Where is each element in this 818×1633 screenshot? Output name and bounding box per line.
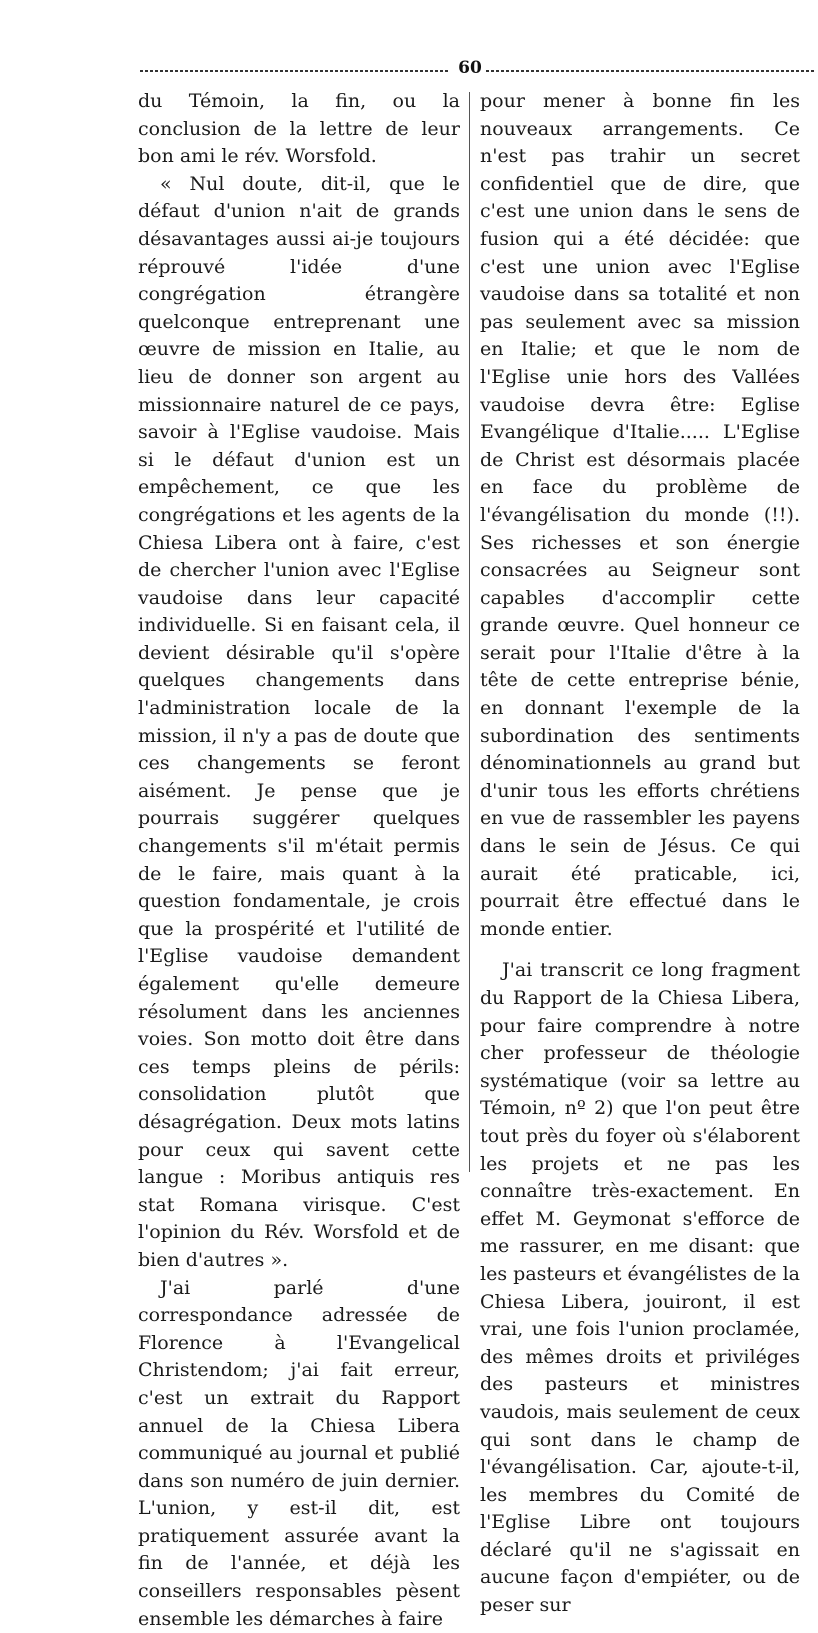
- header-rule-right: [486, 70, 816, 72]
- right-paragraph-1: pour mener à bonne fin les nouveaux arrangements. Ce n'est pas trahir un secret confidentiel que de dire, que c'est une union dans le sens de fusion qui a été décidée: que c'est une union avec l'Eglise vaudoise dans sa totalité et non pas seulement avec sa mission en Italie; et que le nom de l'Eglise unie hors des Vallées vaudoise devra être: Eglise Evangélique d'Italie..... L'Eglise de Christ est désormais placée en face du problème de l'évangélisation du monde (!!). Ses richesses et son énergie consacrées au Seigneur sont capables d'accomplir cette grande œuvre. Quel honneur ce serait pour l'Italie d'être à la tête de cette entreprise bénie, en donnant l'exemple de la subordination des sentiments dénominationnels au grand but d'unir tous les efforts chrétiens en vue de rassembler les payens dans le sein de Jésus. Ce qui aurait été praticable, ici, pourrait être effectué dans le monde entier.: [480, 90, 800, 940]
- left-paragraph-2: « Nul doute, dit-il, que le défaut d'union n'ait de grands désavantages aussi ai-je toujours réprouvé l'idée d'une congrégation étrangère quelconque entreprenant une œuvre de mission en Italie, au lieu de donner son argent au missionnaire naturel de ce pays, savoir à l'Eglise vaudoise. Mais si le défaut d'union est un empêchement, ce que les congrégations et les agents de la Chiesa Libera ont à faire, c'est de chercher l'union avec l'Eglise vaudoise dans leur capacité individuelle. Si en faisant cela, il devient désirable qu'il s'opère quelques changements dans l'administration locale de la mission, il n'y a pas de doute que ces changements se feront aisément. Je pense que je pourrais suggérer quelques changements s'il m'était permis de le faire, mais quant à la question fondamentale, je crois que la prospérité et l'utilité de l'Eglise vaudoise demandent également qu'elle demeure résolument dans les anciennes voies. Son motto doit être dans ces temps pleins de périls: consolidation plutôt que désagrégation. Deux mots latins pour ceux qui savent cette langue : Moribus antiquis res stat Romana virisque. C'est l'opinion du Rév. Worsfold et de bien d'autres ».: [138, 172, 460, 1271]
- header-rule-left: [140, 70, 450, 72]
- right-paragraph-2: J'ai transcrit ce long fragment du Rapport de la Chiesa Libera, pour faire comprendre à notre cher professeur de théologie systématique (voir sa lettre au Témoin, nº 2) que l'on peut être tout près du foyer où s'élaborent les projets et ne pas les connaître très-exactement. En effet M. Geymonat s'efforce de me rassurer, en me disant: que les pasteurs et évangélistes de la Chiesa Libera, jouiront, il est vrai, une fois l'union proclamée, des mêmes droits et priviléges des pasteurs et ministres vaudois, mais seulement de ceux qui sont dans le champ de l'évangélisation. Car, ajoute-t-il, les membres du Comité de l'Eglise Libre ont toujours déclaré qu'il ne s'agissait en aucune façon d'empiéter, ou de peser sur: [480, 959, 800, 1617]
- left-paragraph-3: J'ai parlé d'une correspondance adressée de Florence à l'Evangelical Christendom; j'ai fait erreur, c'est un extrait du Rapport annuel de la Chiesa Libera communiqué au journal et publié dans son numéro de juin dernier. L'union, y est-il dit, est pratiquement assurée avant la fin de l'année, et déjà les conseillers responsables pèsent ensemble les démarches à faire: [138, 1276, 460, 1630]
- column-divider: [469, 92, 470, 1172]
- page-number: 60: [458, 58, 482, 78]
- left-paragraph-1: du Témoin, la fin, ou la conclusion de la lettre de leur bon ami le rév. Worsfold.: [138, 90, 460, 168]
- right-column: [480, 88, 800, 1620]
- left-column: [138, 88, 460, 1633]
